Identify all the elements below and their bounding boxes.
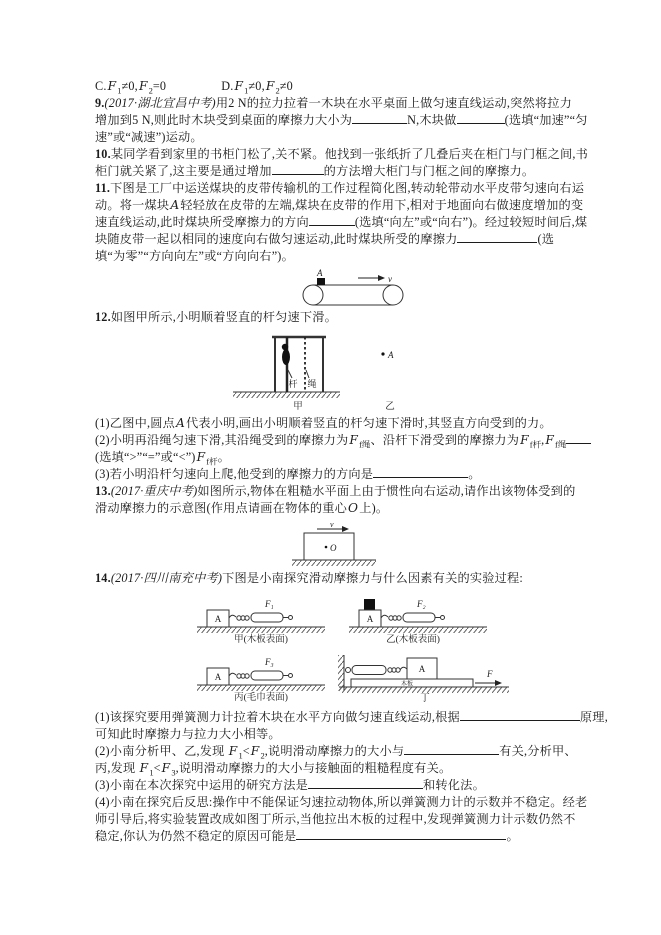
answer-blank [460,709,580,721]
answer-blank [352,112,407,124]
block-a-label: A [214,672,222,682]
text-line [95,163,661,180]
text-run: F [250,744,260,758]
text-run: A [176,416,186,430]
surface-hatch [349,627,487,633]
right-wheel [383,285,403,305]
rope-label: 绳 [307,379,317,389]
coal-block [317,278,325,285]
question-number: 10. [95,147,111,161]
text-run: 用2 N的拉力拉着一木块在水平桌面上做匀速直线运动,突然将拉力 [215,96,573,110]
text-run: 和转化法。 [423,778,485,792]
exam-source: (2017·重庆中考) [110,484,198,498]
text-line [95,129,661,146]
subscript: 2 [148,85,153,96]
text-line [95,180,661,197]
text-line [95,112,661,129]
text-line [95,146,661,163]
point-a-dot [381,352,384,355]
exam-source: (2017·湖北宜昌中考) [104,96,216,110]
force-label: F₃ [265,657,274,667]
text-run: C. [95,79,107,93]
subscript: 1 [149,767,154,778]
force-label: F₁ [265,599,274,609]
text-run: F [107,79,117,93]
text-run: O [348,501,359,515]
text-run: 速直线运动,此时煤块所受摩擦力的方向 [95,215,309,229]
center-of-gravity-dot [325,546,328,549]
subscript: 2 [275,85,280,96]
experiment-figures-row1 [195,593,661,645]
text-run: F [139,761,149,775]
text-run: 有关,分析甲、 [499,744,577,758]
ground-hatch [292,560,376,566]
answer-blank [566,432,591,444]
pull-force-label: F [487,669,493,679]
answer-blank [457,112,505,124]
text-run: 、沿杆下滑受到的摩擦力为 [370,433,520,447]
text-run: D. [221,79,234,93]
text-run: ≠0, [121,79,138,93]
rope-label-leader [306,370,309,378]
object-box [304,533,354,560]
text-run: ≠0 [279,79,293,93]
weight [364,599,375,610]
subscript: f杆 [529,439,542,450]
text-run: F [265,79,275,93]
friction-box-figure [290,520,661,568]
text-run: (选填“>”“=”或“<”) [95,450,196,464]
questions-9-to-11 [95,78,661,265]
text-run: < [153,761,161,775]
text-run: (选填“向左”或“向右”)。经过较短时间后,煤 [354,215,588,229]
pull-ring [441,616,445,620]
pole-label: 杆 [288,379,298,389]
hook [400,667,407,670]
text-run: 上)。 [359,501,389,515]
text-line [95,231,661,248]
force-label: F₂ [417,599,426,609]
text-run: F [520,433,529,447]
text-run: 丙,发现 [95,761,139,775]
text-run: 如图甲所示,小明顺着竖直的杆匀速下滑。 [110,310,338,324]
text-run: N,木块做 [407,113,457,127]
answer-blank [404,743,499,755]
text-line [95,466,661,483]
text-line [95,197,661,214]
text-line [95,483,661,500]
text-run: F [196,450,206,464]
question-14-intro [95,570,661,587]
caption: 乙(木板表面) [386,635,440,645]
question-number: 9. [95,96,105,110]
hook [381,615,388,618]
conveyor-belt-svg [300,269,415,309]
text-run: F [161,761,171,775]
question-number: 13. [95,484,111,498]
text-run: 可知此时摩擦力与拉力大小相等。 [95,727,281,741]
experiment-ding-svg [337,651,527,703]
text-line [95,432,661,449]
question-14-parts [95,709,661,845]
text-run: 稳定,你认为仍然不稳定的原因可能是 [95,829,297,843]
text-line [95,743,661,760]
text-run: 代表小明,画出小明顺着竖直的杆匀速下滑时,其竖直方向受到的力。 [186,416,552,430]
text-run: , [541,433,545,447]
friction-box-svg [290,520,400,568]
caption-yi: 乙 [385,402,395,412]
text-run: < [242,744,250,758]
question-12-parts-and-13 [95,415,661,517]
experiment-figures-row2 [195,651,661,703]
text-run: 如图所示,物体在粗糙水平面上由于惯性向右运动,请作出该物体受到的 [197,484,576,498]
answer-blank [309,214,355,226]
text-run: 块随皮带一起以相同的速度向右做匀速运动,此时煤块所受的摩擦力 [95,232,458,246]
text-run: (4)小南在探究后反思:操作中不能保证匀速拉动物体,所以弹簧测力计的示数并不稳定。经老 [95,795,588,809]
text-run: F [349,433,359,447]
subscript: f绳 [555,439,567,450]
text-line [95,95,661,112]
text-run: 的方法增大柜门与门框之间的摩擦力。 [323,164,535,178]
text-line [95,78,661,95]
text-run: 。 [468,467,481,481]
text-run: 动。将一煤块 [95,198,170,212]
text-run: (2)小明再沿绳匀速下滑,其沿绳受到的摩擦力为 [95,433,349,447]
hook [229,615,236,618]
subscript: 1 [244,85,249,96]
text-run: F [138,79,148,93]
question-12-intro [95,309,661,326]
text-line [95,248,661,265]
subscript: f绳 [359,439,371,450]
answer-blank [373,466,468,478]
caption: 丁 [420,694,430,703]
block-a-label: A [418,664,426,674]
subscript: 1 [117,85,122,96]
text-run: F [234,79,244,93]
text-run: 滑动摩擦力的示意图(作用点请画在物体的重心 [95,501,348,515]
text-line [95,828,661,845]
text-run: 下图是小南探究滑动摩擦力与什么因素有关的实验过程: [222,571,523,585]
answer-blank [296,828,506,840]
experiment-jia-svg [195,593,335,645]
pull-ring [289,616,293,620]
point-a-label: A [388,350,394,360]
text-run: A [170,198,180,212]
text-run: 增加到5 N,则此时木块受到桌面的摩擦力大小为 [95,113,353,127]
hook [229,673,236,676]
subscript: 3 [171,767,176,778]
caption-jia: 甲 [293,402,303,412]
pull-ring [289,674,293,678]
spring-scale-body [251,613,283,622]
text-run: (1)乙图中,圆点 [95,416,175,430]
text-run: 原理, [579,710,608,724]
text-line [95,309,661,326]
answer-blank [308,777,423,789]
text-run: 师引导后,将实验装置改成如图丁所示,当他拉出木板的过程中,发现弹簧测力计示数仍然不 [95,812,576,826]
text-line [95,794,661,811]
ground-hatch [233,392,340,398]
text-run: =0 [152,79,167,93]
text-run: 柜门就关紧了,这主要是通过增加 [95,164,272,178]
text-run: 轻轻放在皮带的左端,煤块在皮带的作用下,相对于地面向右做速度增加的变 [180,198,584,212]
text-line [95,709,661,726]
block-a-label: A [214,614,222,624]
text-run: ,说明滑动摩擦力的大小与 [264,744,405,758]
pole-slide-figure [230,328,661,413]
text-run: F [545,433,555,447]
velocity-label: v [330,520,334,529]
subscript: f杆 [206,456,218,467]
coal-block-label: A [317,269,323,278]
text-run: (3)小南在本次探究中运用的研究方法是 [95,778,309,792]
conveyor-belt-figure [300,269,661,309]
person-body [282,349,290,365]
text-run: F [228,744,238,758]
text-run: 下图是工厂中运送煤块的皮带传输机的工作过程简化图,转动轮带动水平皮带匀速向右运 [110,181,585,195]
wall-hatch [338,655,344,691]
answer-blank [457,231,537,243]
spring-scale-body [251,671,283,680]
text-run: ,说明滑动摩擦力的大小与接触面的粗糙程度有关。 [175,761,452,775]
experiment-yi-svg [347,593,497,645]
subscript: 1 [238,750,243,761]
question-number: 11. [95,181,111,195]
experiment-bing-svg [195,651,335,703]
pole-slide-svg [230,328,425,413]
text-line [95,760,661,777]
spring-scale-body [403,613,435,622]
text-line [95,500,661,517]
text-run: (选 [537,232,555,246]
text-run: (2)小南分析甲、乙,发现 [95,744,228,758]
text-run: 某同学看到家里的书柜门松了,关不紧。他找到一张纸折了几叠后夹在柜门与门框之间,书 [110,147,589,161]
surface-hatch [197,685,325,691]
caption: 丙(毛巾表面) [234,693,288,703]
surface-hatch [197,627,325,633]
question-number: 14. [95,571,111,585]
fixed-ring [346,668,351,673]
text-line [95,777,661,794]
center-of-gravity-label: O [330,543,337,553]
spring-scale-body [352,666,386,675]
ground-hatch [339,687,509,693]
text-run: 速”或“减速”)运动。 [95,130,203,144]
text-run: (选填“加速”“匀 [504,113,588,127]
text-run: (1)该探究要用弹簧测力计拉着木块在水平方向做匀速直线运动,根据 [95,710,460,724]
text-line [95,570,661,587]
board-label: 木板 [401,681,414,688]
exam-source: (2017·四川南充中考) [110,571,223,585]
velocity-label: v [388,274,392,284]
text-line [95,726,661,743]
text-line [95,811,661,828]
text-run: 填“为零”“方向向左”或“方向向右”)。 [95,249,294,263]
left-wheel [303,285,323,305]
text-run: ≠0, [248,79,265,93]
block-a-label: A [366,614,374,624]
text-line [95,415,661,432]
caption: 甲(木板表面) [234,635,288,645]
subscript: 2 [260,750,265,761]
text-line [95,214,661,231]
question-number: 12. [95,310,111,324]
text-run: 。 [506,829,519,843]
text-run: (3)若小明沿杆匀速向上爬,他受到的摩擦力的方向是 [95,467,374,481]
answer-blank [272,163,324,175]
pole-label-leader [288,370,292,378]
person-head [282,344,288,350]
text-line [95,449,661,466]
text-run: 。 [217,450,230,464]
